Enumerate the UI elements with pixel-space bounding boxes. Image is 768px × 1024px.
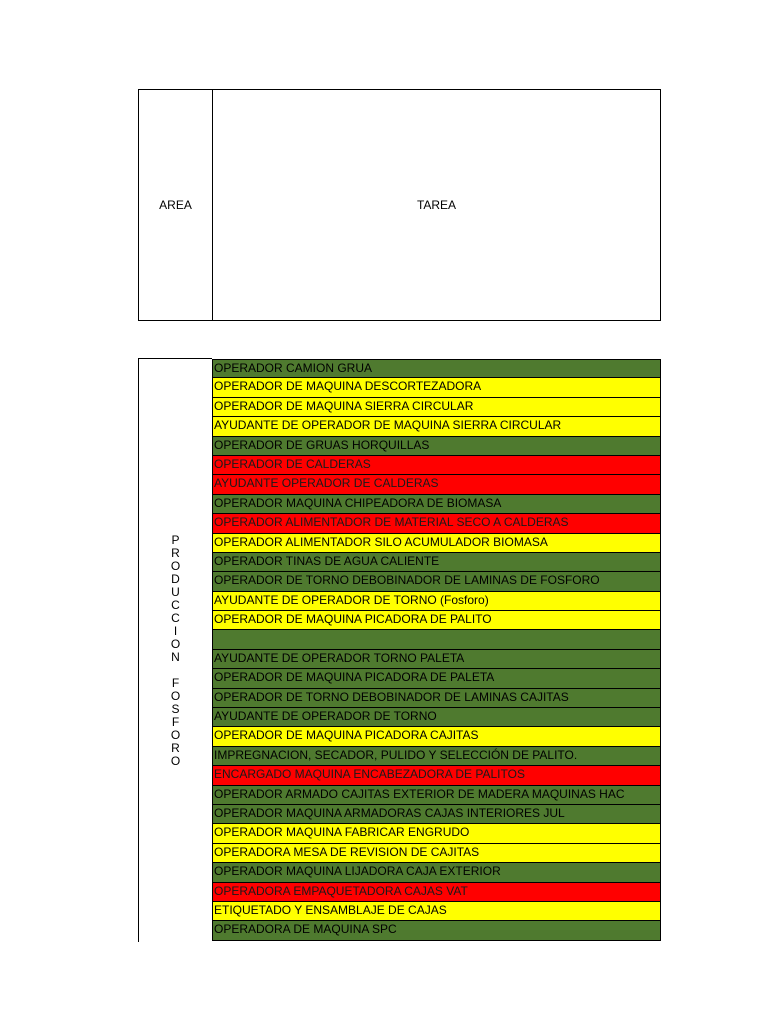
tarea-header-label: TAREA: [416, 198, 457, 212]
area-header: [139, 90, 213, 320]
task-row: OPERADOR ALIMENTADOR DE MATERIAL SECO A CALDERAS: [212, 514, 661, 533]
task-row: OPERADOR DE MAQUINA PICADORA CAJITAS: [212, 727, 661, 746]
task-row: OPERADOR MAQUINA FABRICAR ENGRUDO: [212, 824, 661, 843]
task-row: OPERADOR ARMADO CAJITAS EXTERIOR DE MADERA MAQUINAS HAC: [212, 786, 661, 805]
header-table: [138, 89, 661, 321]
task-row: OPERADOR DE TORNO DEBOBINADOR DE LAMINAS DE FOSFORO: [212, 572, 661, 591]
task-row: OPERADOR MAQUINA CHIPEADORA DE BIOMASA: [212, 495, 661, 514]
task-row: IMPREGNACION, SECADOR, PULIDO Y SELECCIÓN DE PALITO.: [212, 747, 661, 766]
task-row: OPERADOR ALIMENTADOR SILO ACUMULADOR BIOMASA: [212, 534, 661, 553]
task-row: AYUDANTE DE OPERADOR DE MAQUINA SIERRA CIRCULAR: [212, 417, 661, 436]
task-row: AYUDANTE OPERADOR DE CALDERAS: [212, 475, 661, 494]
area-header-label: AREA: [159, 198, 192, 212]
task-row: OPERADORA MESA DE REVISION DE CAJITAS: [212, 844, 661, 863]
task-row: [212, 630, 661, 649]
task-row: OPERADOR DE TORNO DEBOBINADOR DE LAMINAS CAJITAS: [212, 689, 661, 708]
task-row: OPERADOR DE CALDERAS: [212, 456, 661, 475]
task-row: AYUDANTE DE OPERADOR TORNO PALETA: [212, 650, 661, 669]
task-row: OPERADOR DE MAQUINA PICADORA DE PALITO: [212, 611, 661, 630]
task-row: OPERADOR DE GRUAS HORQUILLAS: [212, 437, 661, 456]
task-row: OPERADOR TINAS DE AGUA CALIENTE: [212, 553, 661, 572]
task-row: OPERADOR MAQUINA ARMADORAS CAJAS INTERIORES JUL: [212, 805, 661, 824]
task-row: OPERADOR MAQUINA LIJADORA CAJA EXTERIOR: [212, 863, 661, 882]
area-name: P R O D U C C I O N F O S F O R O: [170, 532, 181, 768]
task-row: ENCARGADO MAQUINA ENCABEZADORA DE PALITOS: [212, 766, 661, 785]
task-row: OPERADORA DE MAQUINA SPC: [212, 921, 661, 940]
task-row: OPERADOR DE MAQUINA SIERRA CIRCULAR: [212, 398, 661, 417]
task-row: OPERADORA EMPAQUETADORA CAJAS VAT: [212, 883, 661, 902]
task-row: AYUDANTE DE OPERADOR DE TORNO (Fosforo): [212, 592, 661, 611]
task-row: OPERADOR DE MAQUINA PICADORA DE PALETA: [212, 669, 661, 688]
task-list: [212, 359, 661, 941]
task-row: ETIQUETADO Y ENSAMBLAJE DE CAJAS: [212, 902, 661, 921]
task-row: OPERADOR CAMION GRUA: [212, 359, 661, 378]
tarea-header: [213, 90, 660, 320]
task-row: OPERADOR DE MAQUINA DESCORTEZADORA: [212, 378, 661, 397]
task-row: AYUDANTE DE OPERADOR DE TORNO: [212, 708, 661, 727]
area-column: [138, 358, 212, 942]
